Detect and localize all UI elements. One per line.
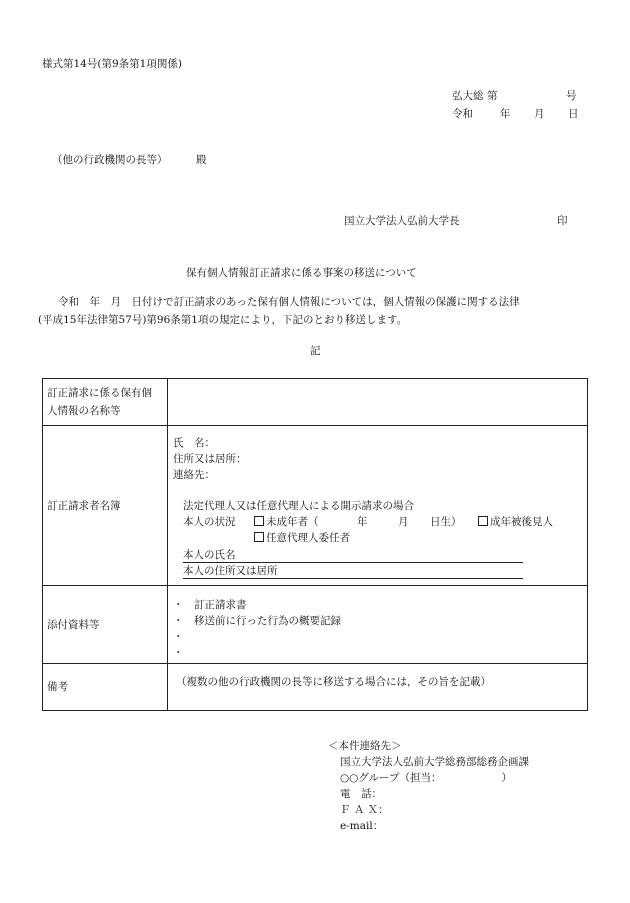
contact-fax: Ｆ Ａ Ｘ： xyxy=(340,804,389,816)
attachment-item: 訂正請求書 xyxy=(194,599,247,611)
adult-guardian-option xyxy=(478,514,553,529)
addressee-name: （他の行政機関の長等） xyxy=(52,154,168,166)
principal-address-field: 本人の住所又は居所 xyxy=(183,563,523,579)
table-row xyxy=(43,379,588,426)
seal-mark: 印 xyxy=(557,215,568,227)
remarks-note: （複数の他の行政機関の長等に移送する場合には，その旨を記載） xyxy=(176,676,491,688)
body-line-1: 令和 年 月 日付けで訂正請求のあった保有個人情報については，個人情報の保護に関する法律 xyxy=(58,296,520,308)
table-row xyxy=(43,586,588,664)
row-label-remarks: 備考 xyxy=(43,664,168,711)
row-label-line: 訂正請求に係る保有個 xyxy=(47,387,152,399)
voluntary-agent-option xyxy=(254,530,350,545)
doc-ref-go: 号 xyxy=(566,90,577,102)
bullet: ・ xyxy=(173,599,184,611)
principal-name-field: 本人の氏名 xyxy=(183,547,523,563)
row-label-line: 人情報の名称等 xyxy=(47,405,121,417)
adult-guardian-checkbox[interactable] xyxy=(478,516,488,526)
row-label-requester: 訂正請求者名簿 xyxy=(43,426,168,586)
doc-ref-prefix: 弘大総 xyxy=(452,90,484,102)
date-day: 日 xyxy=(568,108,579,120)
contact-email: e-mail： xyxy=(340,820,384,832)
date-era: 令和 xyxy=(452,108,473,120)
row-label-info-name xyxy=(43,379,168,426)
birth-day-label: 日生） xyxy=(430,516,462,528)
minor-label: 未成年者（ xyxy=(266,516,319,528)
adult-guardian-label: 成年被後見人 xyxy=(490,516,553,528)
contact-group xyxy=(340,770,512,785)
row-label-attachments: 添付資料等 xyxy=(43,586,168,664)
address-label: 住所又は居所： xyxy=(173,453,247,465)
agent-header: 法定代理人又は任意代理人による開示請求の場合 xyxy=(183,500,414,512)
bullet: ・ xyxy=(173,631,184,643)
date-year: 年 xyxy=(500,108,511,120)
transfer-table xyxy=(42,378,588,711)
table-row xyxy=(43,426,588,586)
sender-name: 国立大学法人弘前大学長 xyxy=(344,215,460,227)
bullet: ・ xyxy=(173,615,184,627)
minor-option xyxy=(254,514,319,529)
birth-month-label: 月 xyxy=(398,516,409,528)
doc-ref-dai: 第 xyxy=(487,90,498,102)
date-month: 月 xyxy=(534,108,545,120)
requester-details xyxy=(168,426,588,586)
remarks-value xyxy=(168,664,588,711)
document-title: 保有個人情報訂正請求に係る事案の移送について xyxy=(186,267,417,279)
voluntary-agent-checkbox[interactable] xyxy=(254,532,264,542)
contact-group-label: ○○グループ（担当： xyxy=(340,772,442,784)
addressee-honorific: 殿 xyxy=(196,154,207,166)
contact-label: 連絡先： xyxy=(173,469,215,481)
bullet: ・ xyxy=(173,647,184,659)
birth-year-label: 年 xyxy=(357,516,368,528)
contact-header: ＜本件連絡先＞ xyxy=(328,740,402,752)
attachments-list xyxy=(168,586,588,664)
name-label: 氏 名： xyxy=(173,437,215,449)
table-row xyxy=(43,664,588,711)
status-label: 本人の状況 xyxy=(183,516,236,528)
contact-tel: 電 話： xyxy=(340,788,382,800)
attachment-item: 移送前に行った行為の概要記録 xyxy=(194,615,341,627)
voluntary-agent-label: 任意代理人委任者 xyxy=(266,532,350,544)
contact-group-close: ） xyxy=(501,772,512,784)
info-name-value xyxy=(168,379,588,426)
body-line-2: (平成15年法律第57号)第96条第1項の規定により，下記のとおり移送します。 xyxy=(38,314,408,326)
form-number: 様式第14号(第9条第1項関係) xyxy=(42,58,182,70)
minor-checkbox[interactable] xyxy=(254,516,264,526)
contact-department: 国立大学法人弘前大学総務部総務企画課 xyxy=(340,756,529,768)
ki-heading: 記 xyxy=(310,345,321,357)
